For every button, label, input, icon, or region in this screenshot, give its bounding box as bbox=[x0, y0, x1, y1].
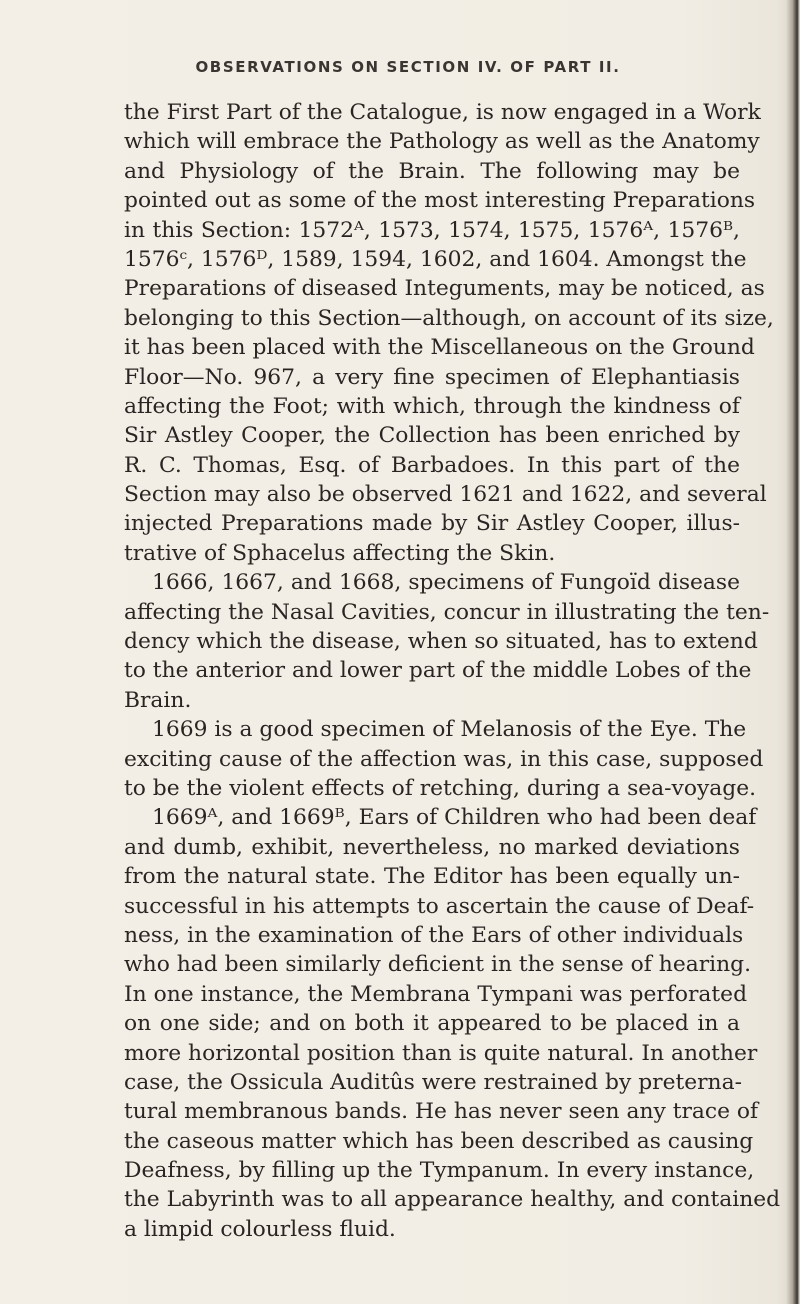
text-line: successful in his attempts to ascertain the cause of Deaf- bbox=[124, 893, 755, 919]
text-line: 1669ᴬ, and 1669ᴮ, Ears of Children who had been deaf bbox=[152, 805, 757, 831]
text-line: more horizontal position than is quite natural. In another bbox=[124, 1040, 758, 1066]
text-line: who had been similarly deficient in the sense of hearing. bbox=[124, 952, 752, 978]
text-line: Preparations of diseased Integuments, may be noticed, as bbox=[124, 276, 765, 302]
text-line: Floor—No. 967, a very fine specimen of Elephantiasis bbox=[124, 364, 740, 390]
text-line: the Labyrinth was to all appearance healthy, and contained bbox=[124, 1187, 781, 1213]
text-line: 1669 is a good specimen of Melanosis of the Eye. The bbox=[152, 717, 747, 743]
text-line: pointed out as some of the most interesting Preparations bbox=[124, 188, 756, 214]
text-line: In one instance, the Membrana Tympani was perforated bbox=[124, 981, 748, 1007]
text-line: Sir Astley Cooper, the Collection has been enriched by bbox=[124, 423, 740, 449]
text-line: the caseous matter which has been described as causing bbox=[124, 1128, 754, 1154]
body-text bbox=[124, 98, 781, 1244]
text-line: dency which the disease, when so situated, has to extend bbox=[124, 629, 758, 655]
text-line: case, the Ossicula Auditûs were restrained by preterna- bbox=[124, 1069, 742, 1095]
text-line: Brain. bbox=[124, 687, 192, 713]
text-line: and dumb, exhibit, nevertheless, no marked deviations bbox=[124, 834, 740, 860]
text-line: injected Preparations made by Sir Astley Cooper, illus- bbox=[124, 511, 740, 537]
text-line: to the anterior and lower part of the middle Lobes of the bbox=[124, 658, 752, 684]
text-line: affecting the Foot; with which, through the kindness of bbox=[124, 393, 740, 419]
text-line: on one side; and on both it appeared to be placed in a bbox=[124, 1011, 740, 1037]
text-line: ness, in the examination of the Ears of other individuals bbox=[124, 922, 744, 948]
text-line: R. C. Thomas, Esq. of Barbadoes. In this part of the bbox=[124, 452, 740, 478]
text-line: exciting cause of the affection was, in this case, supposed bbox=[124, 746, 764, 772]
text-line: Section may also be observed 1621 and 1622, and several bbox=[124, 482, 767, 508]
text-line: 1666, 1667, and 1668, specimens of Fungoïd disease bbox=[152, 570, 740, 596]
page-edge bbox=[786, 0, 800, 1304]
text-line: and Physiology of the Brain. The following may be bbox=[124, 158, 740, 184]
text-line: which will embrace the Pathology as well as the Anatomy bbox=[124, 129, 760, 155]
running-head: OBSERVATIONS ON SECTION IV. OF PART II. bbox=[195, 58, 621, 76]
text-line: belonging to this Section—although, on account of its size, bbox=[124, 305, 774, 331]
text-line: in this Section: 1572ᴬ, 1573, 1574, 1575, 1576ᴬ, 1576ᴮ, bbox=[124, 217, 740, 243]
text-line: it has been placed with the Miscellaneous on the Ground bbox=[124, 335, 755, 361]
text-line: trative of Sphacelus affecting the Skin. bbox=[124, 540, 556, 566]
text-line: affecting the Nasal Cavities, concur in illustrating the ten- bbox=[124, 599, 770, 625]
text-line: from the natural state. The Editor has been equally un- bbox=[124, 864, 740, 890]
text-line: Deafness, by filling up the Tympanum. In every instance, bbox=[124, 1158, 755, 1184]
text-line: 1576ᶜ, 1576ᴰ, 1589, 1594, 1602, and 1604. Amongst the bbox=[124, 246, 747, 272]
text-line: a limpid colourless fluid. bbox=[124, 1216, 396, 1242]
text-line: to be the violent effects of retching, during a sea-voyage. bbox=[124, 775, 757, 801]
text-line: the First Part of the Catalogue, is now engaged in a Work bbox=[124, 100, 761, 125]
text-line: tural membranous bands. He has never seen any trace of bbox=[124, 1099, 759, 1125]
